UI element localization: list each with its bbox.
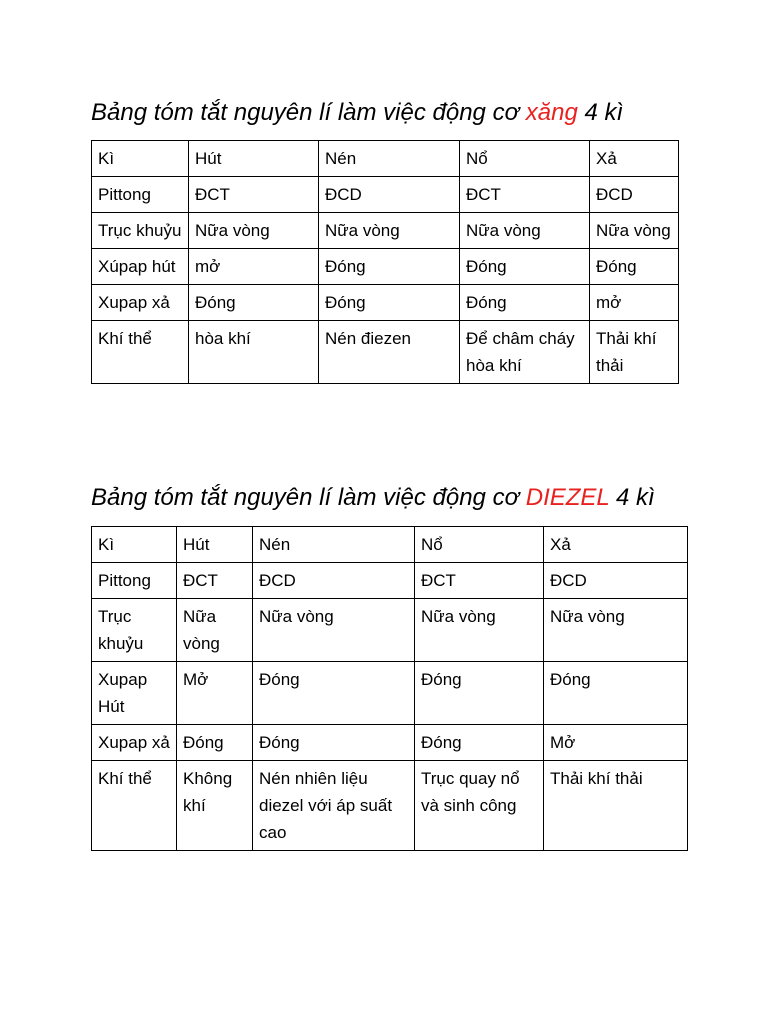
table-row (92, 249, 679, 285)
table-cell: Đóng (544, 662, 688, 725)
table-cell: Không khí (177, 761, 253, 851)
table-cell: Thải khí thải (590, 321, 679, 384)
row-label-cell: Kì (92, 141, 189, 177)
table-row (92, 285, 679, 321)
table-cell: Nữa vòng (460, 213, 590, 249)
table-cell: Đóng (319, 285, 460, 321)
row-label-cell: Khí thể (92, 321, 189, 384)
title-highlight: DIEZEL (525, 484, 610, 511)
table-cell: Nén điezen (319, 321, 460, 384)
table-cell: Đóng (590, 249, 679, 285)
table-cell: ĐCT (415, 563, 544, 599)
row-label-cell: Xupap xả (92, 285, 189, 321)
title-prefix: Bảng tóm tắt nguyên lí làm việc động cơ (91, 99, 526, 126)
table-cell: Để châm cháy hòa khí (460, 321, 590, 384)
table-row (92, 213, 679, 249)
table-cell: Nữa vòng (253, 599, 415, 662)
table-cell: Nữa vòng (177, 599, 253, 662)
table-cell: Trục quay nổ và sinh công (415, 761, 544, 851)
row-label-cell: Xúpap hút (92, 249, 189, 285)
row-label-cell: Khí thể (92, 761, 177, 851)
table-cell: Đóng (177, 725, 253, 761)
table-cell: Hút (177, 527, 253, 563)
diesel-engine-table (91, 526, 688, 851)
table-cell: Mở (177, 662, 253, 725)
row-label-cell: Trục khuỷu (92, 599, 177, 662)
table-cell: hòa khí (189, 321, 319, 384)
table-cell: Xả (544, 527, 688, 563)
table-cell: ĐCT (189, 177, 319, 213)
table-cell: Đóng (460, 249, 590, 285)
table-cell: Đóng (253, 725, 415, 761)
row-label-cell: Xupap xả (92, 725, 177, 761)
table-cell: mở (189, 249, 319, 285)
table-cell: Nổ (460, 141, 590, 177)
table-cell: Hút (189, 141, 319, 177)
table-cell: ĐCD (253, 563, 415, 599)
table-cell: Nổ (415, 527, 544, 563)
table-row (92, 563, 688, 599)
table-cell: Nữa vòng (590, 213, 679, 249)
diesel-table-title (91, 483, 655, 513)
table-row (92, 177, 679, 213)
table-cell: Đóng (415, 725, 544, 761)
table-cell: Nén nhiên liệu diezel với áp suất cao (253, 761, 415, 851)
table-cell: Nữa vòng (415, 599, 544, 662)
header-row (92, 141, 679, 177)
table-cell: Nén (319, 141, 460, 177)
table-row (92, 725, 688, 761)
table-cell: Thải khí thải (544, 761, 688, 851)
table-cell: ĐCD (590, 177, 679, 213)
row-label-cell: Trục khuỷu (92, 213, 189, 249)
title-prefix: Bảng tóm tắt nguyên lí làm việc động cơ (91, 484, 526, 511)
table-cell: Đóng (189, 285, 319, 321)
table-cell: Mở (544, 725, 688, 761)
gasoline-table-title (91, 98, 623, 128)
table-cell: Nữa vòng (189, 213, 319, 249)
table-row (92, 662, 688, 725)
gasoline-engine-table (91, 140, 679, 384)
table-cell: ĐCT (460, 177, 590, 213)
table-cell: Nữa vòng (544, 599, 688, 662)
row-label-cell: Pittong (92, 177, 189, 213)
header-row (92, 527, 688, 563)
row-label-cell: Xupap Hút (92, 662, 177, 725)
title-suffix: 4 kì (577, 99, 624, 126)
table-row (92, 761, 688, 851)
table-cell: Nén (253, 527, 415, 563)
row-label-cell: Kì (92, 527, 177, 563)
table-row (92, 599, 688, 662)
table-cell: ĐCD (319, 177, 460, 213)
table-cell: ĐCD (544, 563, 688, 599)
table-cell: Đóng (460, 285, 590, 321)
table-cell: Đóng (253, 662, 415, 725)
table-cell: Đóng (319, 249, 460, 285)
table-cell: Xả (590, 141, 679, 177)
table-cell: mở (590, 285, 679, 321)
table-cell: Nữa vòng (319, 213, 460, 249)
table-cell: Đóng (415, 662, 544, 725)
table-cell: ĐCT (177, 563, 253, 599)
title-suffix: 4 kì (609, 484, 655, 511)
title-highlight: xăng (525, 99, 578, 126)
table-row (92, 321, 679, 384)
row-label-cell: Pittong (92, 563, 177, 599)
